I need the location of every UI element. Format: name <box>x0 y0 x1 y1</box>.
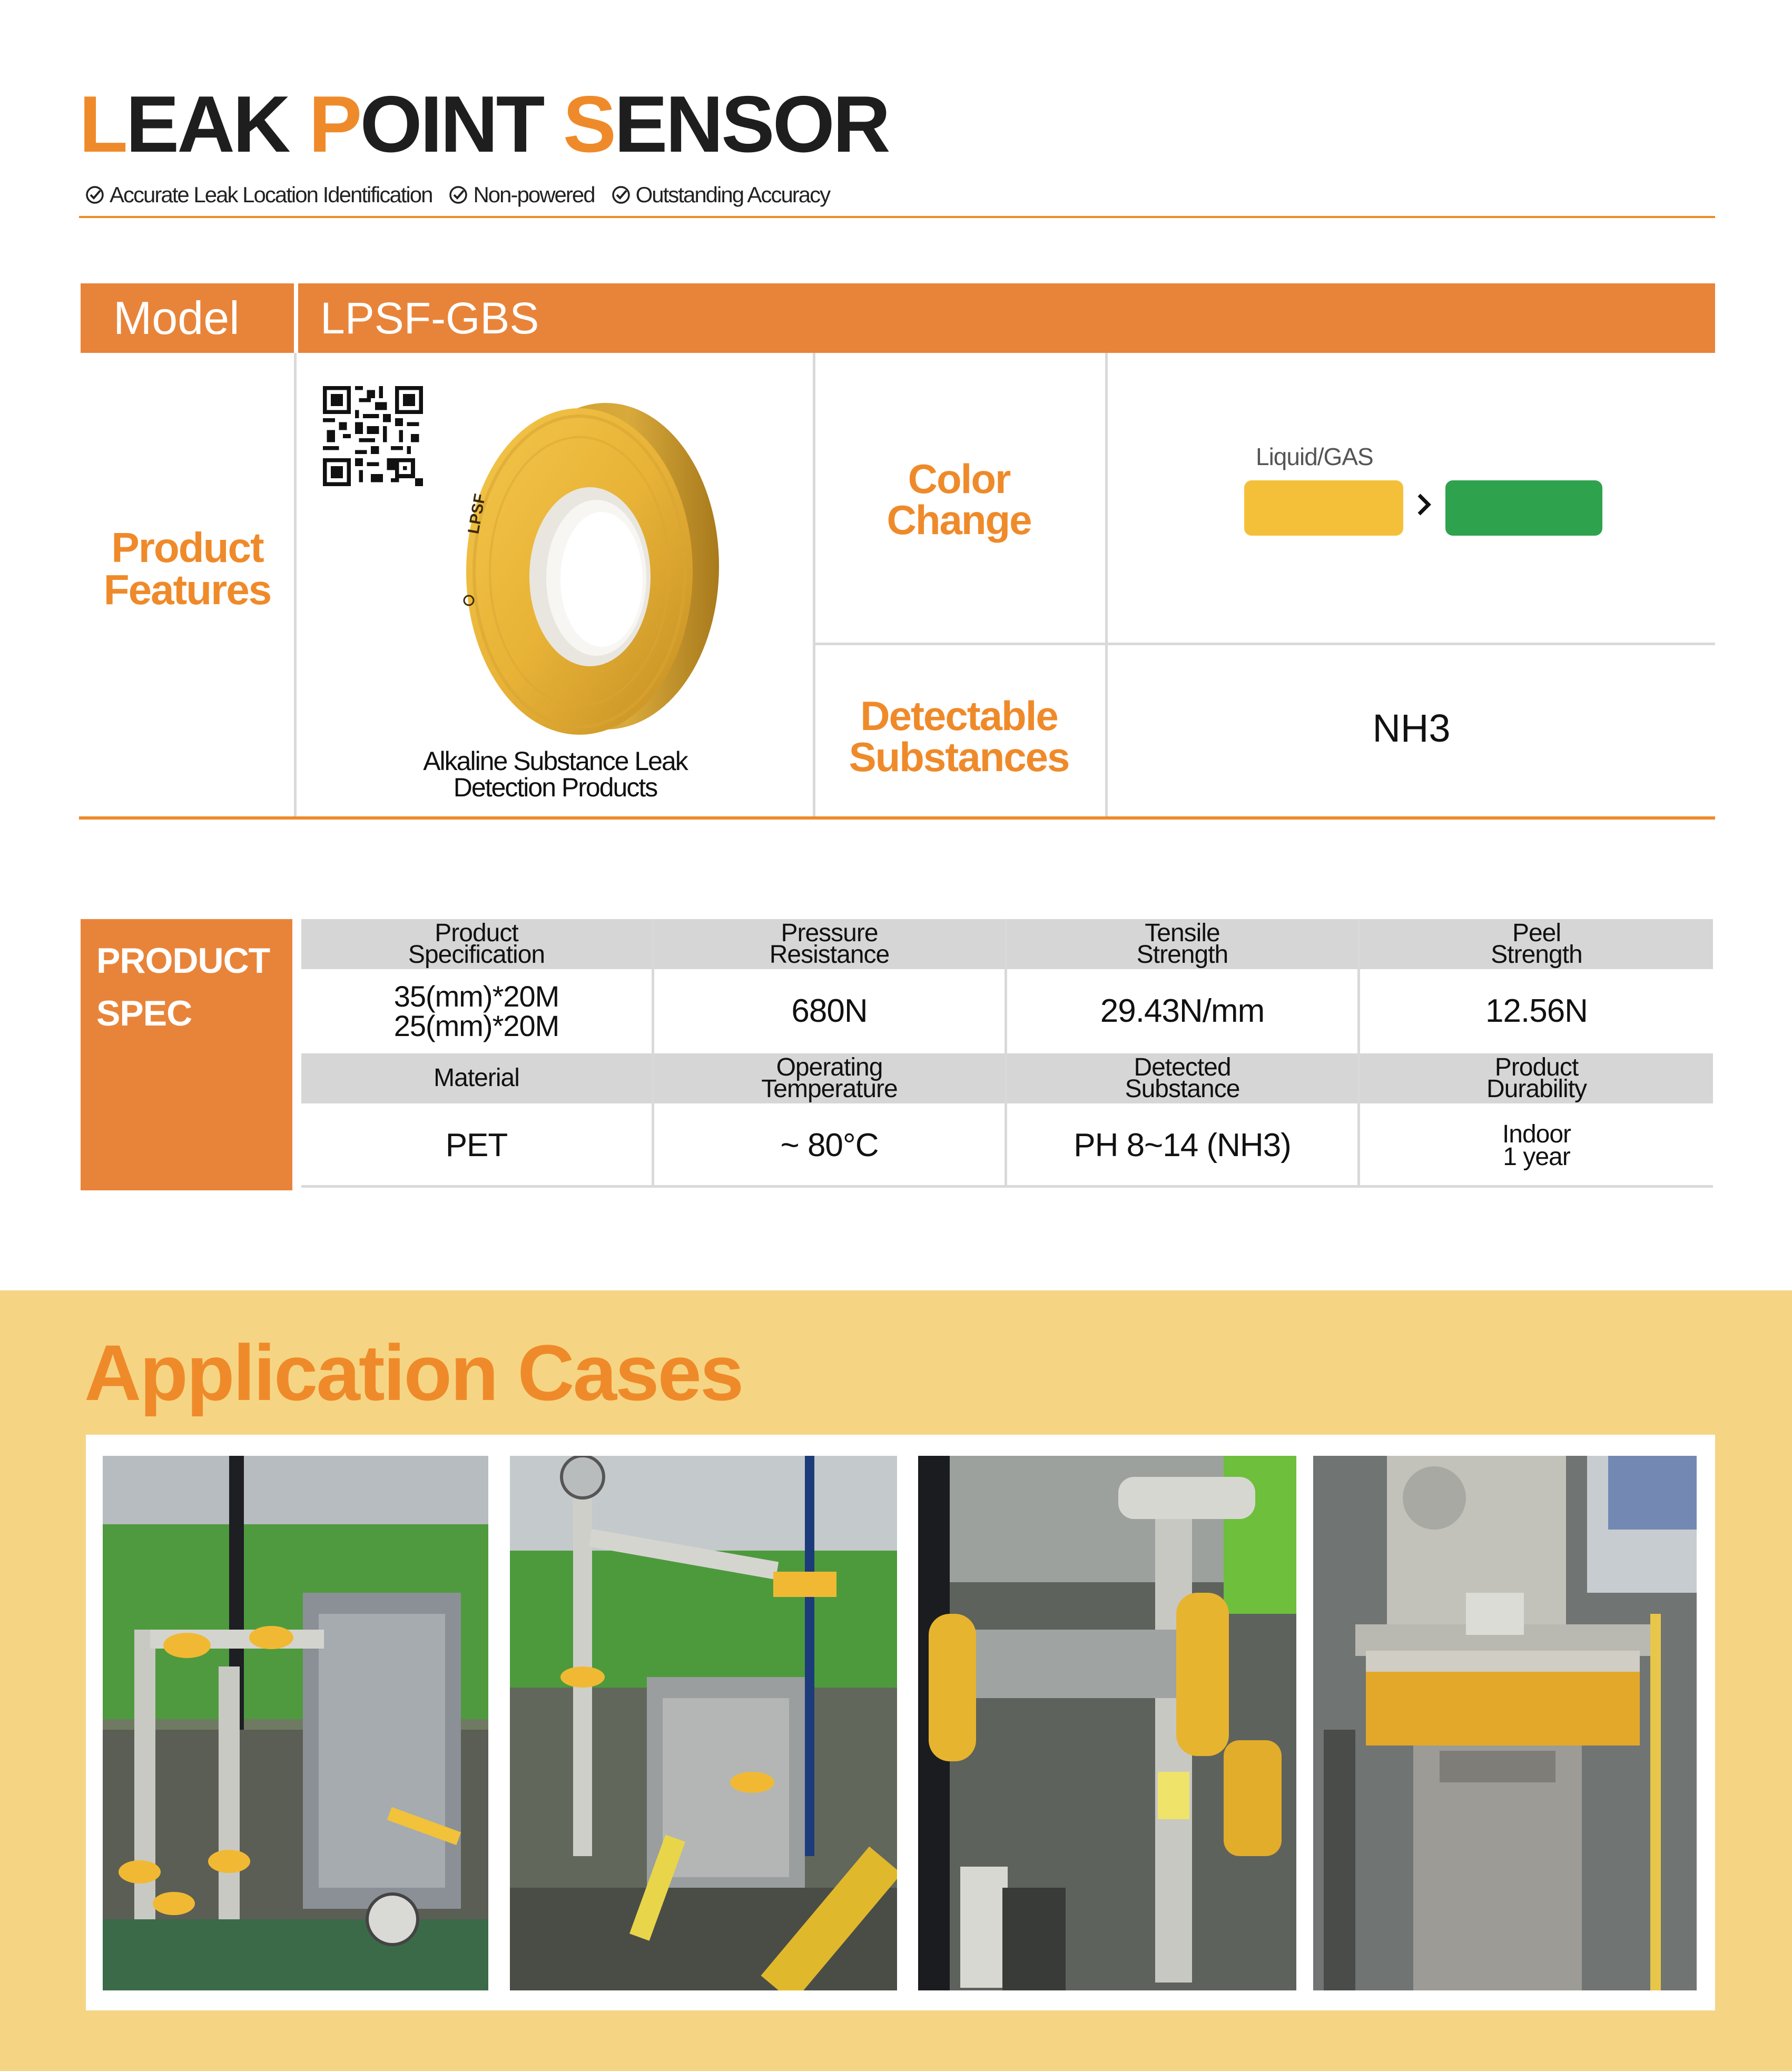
page-title <box>79 80 889 169</box>
spec-header-material: Material <box>301 1053 652 1103</box>
spec-value-product-specification: 35(mm)*20M 25(mm)*20M <box>393 980 559 1042</box>
grid-line <box>294 353 297 817</box>
spec-value-tensile-strength: 29.43N/mm <box>1100 993 1265 1029</box>
application-photo-2 <box>510 1456 897 1990</box>
product-features-heading <box>81 524 294 613</box>
chevron-right-icon <box>1414 489 1435 520</box>
feature-text: Outstanding Accuracy <box>635 182 830 207</box>
spec-header-product-specification: Product Specification <box>301 919 652 969</box>
qr-code-icon <box>323 386 423 486</box>
spec-value-material: PET <box>445 1127 508 1163</box>
spec-header-tensile-strength: Tensile Strength <box>1007 919 1357 969</box>
spec-grid-line <box>1005 919 1007 1188</box>
feature-text: Non-powered <box>473 182 595 207</box>
application-photo-panel <box>86 1435 1715 2010</box>
color-swatch-before <box>1244 480 1403 536</box>
color-swatch-after <box>1445 480 1602 536</box>
check-circle-icon <box>84 184 105 205</box>
spec-grid-line <box>652 919 654 1188</box>
title-part-ensor: ENSOR <box>614 80 889 169</box>
detectable-substance-value: NH3 <box>1372 706 1451 750</box>
color-change-line: Color <box>908 456 1010 502</box>
header-divider <box>79 216 1715 218</box>
product-features-line: Features <box>103 566 271 613</box>
color-change-line: Change <box>887 497 1031 543</box>
model-bar <box>81 283 1715 353</box>
feature-item <box>611 182 830 208</box>
application-photo-3 <box>918 1456 1296 1990</box>
model-label: Model <box>113 292 240 344</box>
spec-value-detected-substance: PH 8~14 (NH3) <box>1074 1127 1291 1163</box>
caption-line: Alkaline Substance Leak <box>423 746 687 776</box>
application-photo-4 <box>1313 1456 1697 1990</box>
title-accent-l: L <box>79 80 126 169</box>
application-photo-1 <box>103 1456 488 1990</box>
title-part-oint: OINT <box>360 80 563 169</box>
spec-header-operating-temperature: Operating Temperature <box>654 1053 1005 1103</box>
model-divider <box>294 283 298 353</box>
product-caption <box>298 748 813 801</box>
model-value: LPSF-GBS <box>320 293 539 343</box>
color-change-condition: Liquid/GAS <box>1256 443 1373 470</box>
feature-text: Accurate Leak Location Identification <box>110 182 432 207</box>
color-change-heading <box>813 456 1105 543</box>
grid-line <box>813 643 1715 645</box>
spec-value-peel-strength: 12.56N <box>1485 993 1588 1029</box>
feature-list <box>84 182 830 208</box>
feature-item <box>448 182 594 208</box>
check-circle-icon <box>448 184 469 205</box>
spec-side-line: SPEC <box>96 993 192 1033</box>
title-accent-p: P <box>309 80 360 169</box>
feature-item <box>84 182 432 208</box>
detectable-line: Substances <box>849 734 1069 780</box>
spec-grid-line <box>301 1185 1713 1188</box>
spec-value-operating-temperature: ~ 80°C <box>780 1127 879 1163</box>
title-part-eak: EAK <box>125 80 309 169</box>
tape-print: LPSF <box>465 492 489 536</box>
product-features-line: Product <box>111 524 263 571</box>
model-block-bottom-line <box>79 816 1715 820</box>
spec-header-detected-substance: Detected Substance <box>1007 1053 1357 1103</box>
spec-value-pressure-resistance: 680N <box>791 993 868 1029</box>
check-circle-icon <box>611 184 632 205</box>
spec-header-product-durability: Product Durability <box>1360 1053 1713 1103</box>
detectable-substances-heading <box>813 693 1105 780</box>
application-section <box>0 1290 1792 2071</box>
detectable-line: Detectable <box>860 693 1058 739</box>
spec-side-line: PRODUCT <box>96 941 270 981</box>
spec-value-product-durability: Indoor 1 year <box>1502 1120 1571 1171</box>
spec-header-pressure-resistance: Pressure Resistance <box>654 919 1005 969</box>
spec-grid-line <box>1357 919 1360 1188</box>
caption-line: Detection Products <box>453 773 657 802</box>
title-accent-s: S <box>563 80 615 169</box>
application-title: Application Cases <box>84 1328 743 1417</box>
tape-roll-image <box>432 392 727 740</box>
product-spec-side-label <box>81 919 292 1190</box>
spec-header-peel-strength: Peel Strength <box>1360 919 1713 969</box>
